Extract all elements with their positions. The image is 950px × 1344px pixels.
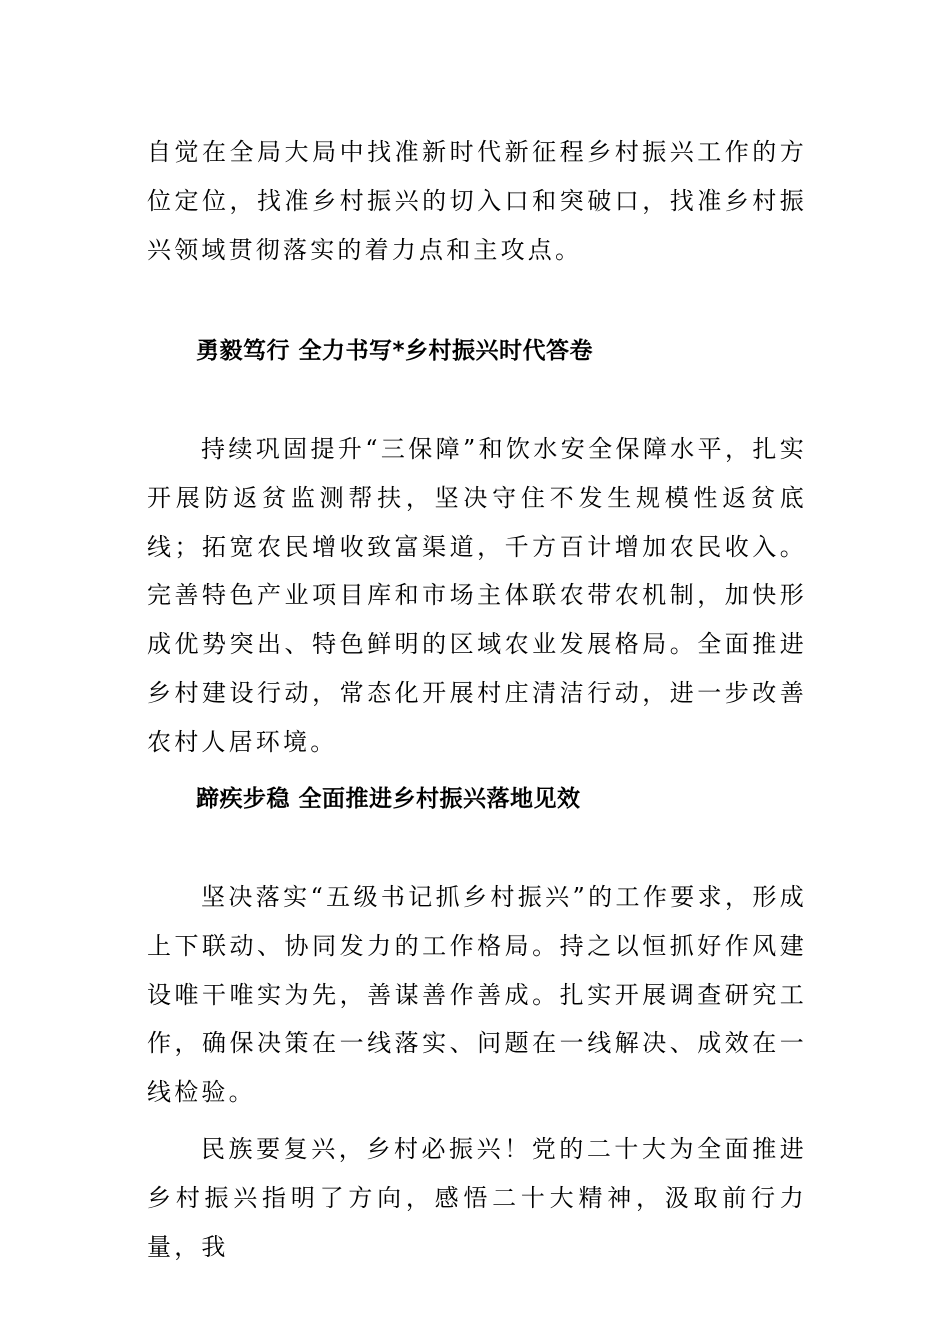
body-paragraph-section-2: 坚决落实“五级书记抓乡村振兴”的工作要求，形成上下联动、协同发力的工作格局。持之以恒抓好作风建设唯干唯实为先，善谋善作善成。扎实开展调查研究工作，确保决策在一线落实、问题在一线解决、成效在一线检验。 (147, 883, 807, 1107)
section-heading-1: 勇毅笃行 全力书写*乡村振兴时代答卷 (196, 338, 594, 364)
body-paragraph-section-1: 持续巩固提升“三保障”和饮水安全保障水平，扎实开展防返贫监测帮扶，坚决守住不发生规模性返贫底线；拓宽农民增收致富渠道，千方百计增加农民收入。完善特色产业项目库和市场主体联农带农机制，加快形成优势突出、特色鲜明的区域农业发展格局。全面推进乡村建设行动，常态化开展村庄清洁行动，进一步改善农村人居环境。 (147, 435, 807, 756)
section-heading-2: 蹄疾步稳 全面推进乡村振兴落地见效 (196, 786, 581, 812)
body-paragraph-closing: 民族要复兴，乡村必振兴！党的二十大为全面推进乡村振兴指明了方向，感悟二十大精神，汲取前行力量，我 (147, 1135, 807, 1261)
body-paragraph-continued: 自觉在全局大局中找准新时代新征程乡村振兴工作的方位定位，找准乡村振兴的切入口和突破口，找准乡村振兴领域贯彻落实的着力点和主攻点。 (147, 138, 807, 264)
